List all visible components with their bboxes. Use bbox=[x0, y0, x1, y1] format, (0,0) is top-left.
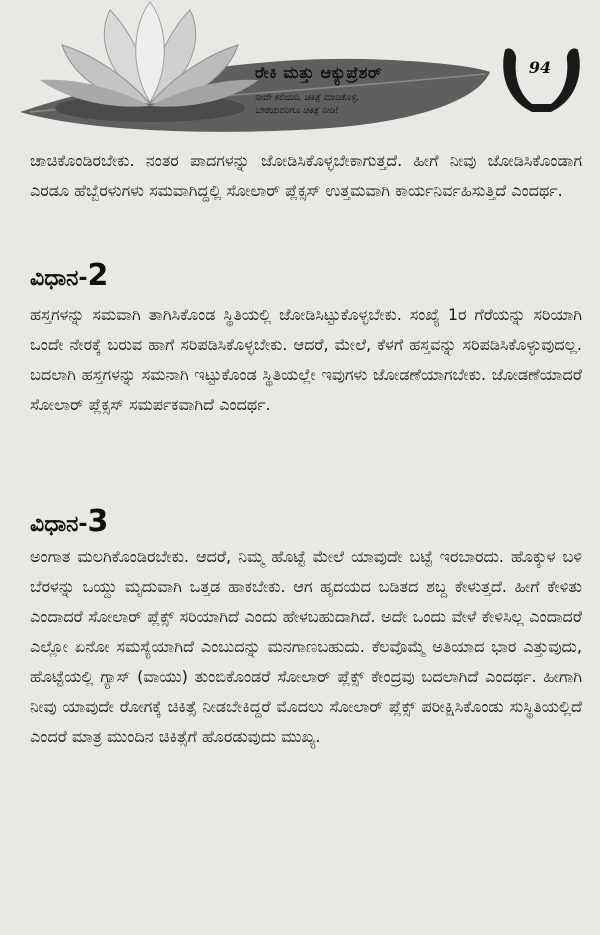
method-3-number: 3 bbox=[87, 504, 109, 539]
book-tagline bbox=[255, 92, 495, 118]
method-2-label: ವಿಧಾನ- bbox=[30, 266, 88, 291]
tagline-line-1: ನೀವೇ ಕಲಿಯಿರಿ, ಚಿಕಿತ್ಸೆ ಮಾಡಿಕೊಳ್ಳಿ, bbox=[255, 93, 360, 103]
page-header bbox=[0, 0, 600, 140]
book-title: ರೇಕಿ ಮತ್ತು ಆಕ್ಯುಪ್ರೆಶರ್ bbox=[255, 63, 383, 82]
method-3-paragraph: ಅಂಗಾತ ಮಲಗಿಕೊಂಡಿರಬೇಕು. ಆದರೆ, ನಿಮ್ಮ ಹೊಟ್ಟೆ ಮೇಲೆ ಯಾವುದೇ ಬಟ್ಟೆ ಇರಬಾರದು. ಹೊಕ್ಕುಳ ಬಳಿ ಬೆರಳನ್ನು ಒಯ್ದು ಮೃದುವಾಗಿ ಒತ್ತಡ ಹಾಕಬೇಕು. ಆಗ ಹೃದಯದ ಬಡಿತದ ಶಬ್ದ ಕೇಳುತ್ತದೆ. ಹೀಗೆ ಕೇಳಿತು ಎಂದಾದರೆ ಸೋಲಾರ್ ಪ್ಲೆಕ್ಸ್ ಸರಿಯಾಗಿದೆ ಎಂದು ಹೇಳಬಹುದಾಗಿದೆ. ಅದೇ ಒಂದು ವೇಳೆ ಕೇಳಿಸಿಲ್ಲ ಎಂದಾದರೆ ಎಲ್ಲೋ ಏನೋ ಸಮಸ್ಯೆಯಾಗಿದೆ ಎಂಬುದನ್ನು ಮನಗಾಣಬಹುದು. ಕೆಲವೊಮ್ಮೆ ಅತಿಯಾದ ಭಾರ ಎತ್ತುವುದು, ಹೊಟ್ಟೆಯಲ್ಲಿ ಗ್ಯಾಸ್ (ವಾಯು) ತುಂಬಿಕೊಂಡರೆ ಸೋಲಾರ್ ಪ್ಲೆಕ್ಸ್ ಕೇಂದ್ರವು ಬದಲಾಗಿದೆ ಎಂದರ್ಥ. ಹೀಗಾಗಿ ನೀವು ಯಾವುದೇ ರೋಗಕ್ಕೆ ಚಿಕಿತ್ಸೆ ನೀಡಬೇಕಿದ್ದರೆ ಮೊದಲು ಸೋಲಾರ್ ಪ್ಲೆಕ್ಸ್ ಪರೀಕ್ಷಿಸಿಕೊಂಡು ಸುಸ್ಥಿತಿಯಲ್ಲಿದೆ ಎಂದರೆ ಮಾತ್ರ ಮುಂದಿನ ಚಿಕಿತ್ಸೆಗೆ ಹೊರಡುವುದು ಮುಖ್ಯ. bbox=[30, 547, 582, 746]
method-3-label: ವಿಧಾನ- bbox=[30, 512, 88, 537]
intro-paragraph: ಚಾಚಿಕೊಂಡಿರಬೇಕು. ನಂತರ ಪಾದಗಳನ್ನು ಜೋಡಿಸಿಕೊಳ್ಳಬೇಕಾಗುತ್ತದೆ. ಹೀಗೆ ನೀವು ಜೋಡಿಸಿಕೊಂಡಾಗ ಎರಡೂ ಹೆಬ್ಬೆರಳುಗಳು ಸಮವಾಗಿದ್ದಲ್ಲಿ ಸೋಲಾರ್ ಪ್ಲೆಕ್ಸಸ್ ಉತ್ತಮವಾಗಿ ಕಾರ್ಯನಿರ್ವಹಿಸುತ್ತಿದೆ ಎಂದರ್ಥ. bbox=[30, 151, 582, 200]
page-number: 94 bbox=[528, 58, 552, 77]
method-2-paragraph: ಹಸ್ತಗಳನ್ನು ಸಮವಾಗಿ ತಾಗಿಸಿಕೊಂಡ ಸ್ಥಿತಿಯಲ್ಲಿ ಜೋಡಿಸಿಟ್ಟುಕೊಳ್ಳಬೇಕು. ಸಂಖ್ಯೆ 1ರ ಗೆರೆಯನ್ನು ಸರಿಯಾಗಿ ಒಂದೇ ನೇರಕ್ಕೆ ಬರುವ ಹಾಗೆ ಸರಿಪಡಿಸಿಕೊಳ್ಳಬೇಕು. ಆದರೆ, ಮೇಲೆ, ಕೆಳಗೆ ಹಸ್ತವನ್ನು ಸರಿಪಡಿಸಿಕೊಳ್ಳುವುದಲ್ಲ. ಬದಲಾಗಿ ಹಸ್ತಗಳನ್ನು ಸಮನಾಗಿ ಇಟ್ಟುಕೊಂಡ ಸ್ಥಿತಿಯಲ್ಲೇ ಇವುಗಳು ಜೋಡಣೆಯಾಗಬೇಕು. ಜೋಡಣೆಯಾದರೆ ಸೋಲಾರ್ ಪ್ಲೆಕ್ಸಸ್ ಸಮರ್ಪಕವಾಗಿದೆ ಎಂದರ್ಥ. bbox=[30, 305, 582, 414]
method-3-heading bbox=[30, 504, 108, 539]
method-2-number: 2 bbox=[87, 258, 109, 293]
lotus-flower-icon bbox=[40, 2, 258, 122]
method-2-heading bbox=[30, 258, 108, 293]
tagline-line-2: ಬೇರೆಯವರಿಗೂ ಚಿಕಿತ್ಸೆ ನೀಡಿ! bbox=[255, 106, 339, 116]
